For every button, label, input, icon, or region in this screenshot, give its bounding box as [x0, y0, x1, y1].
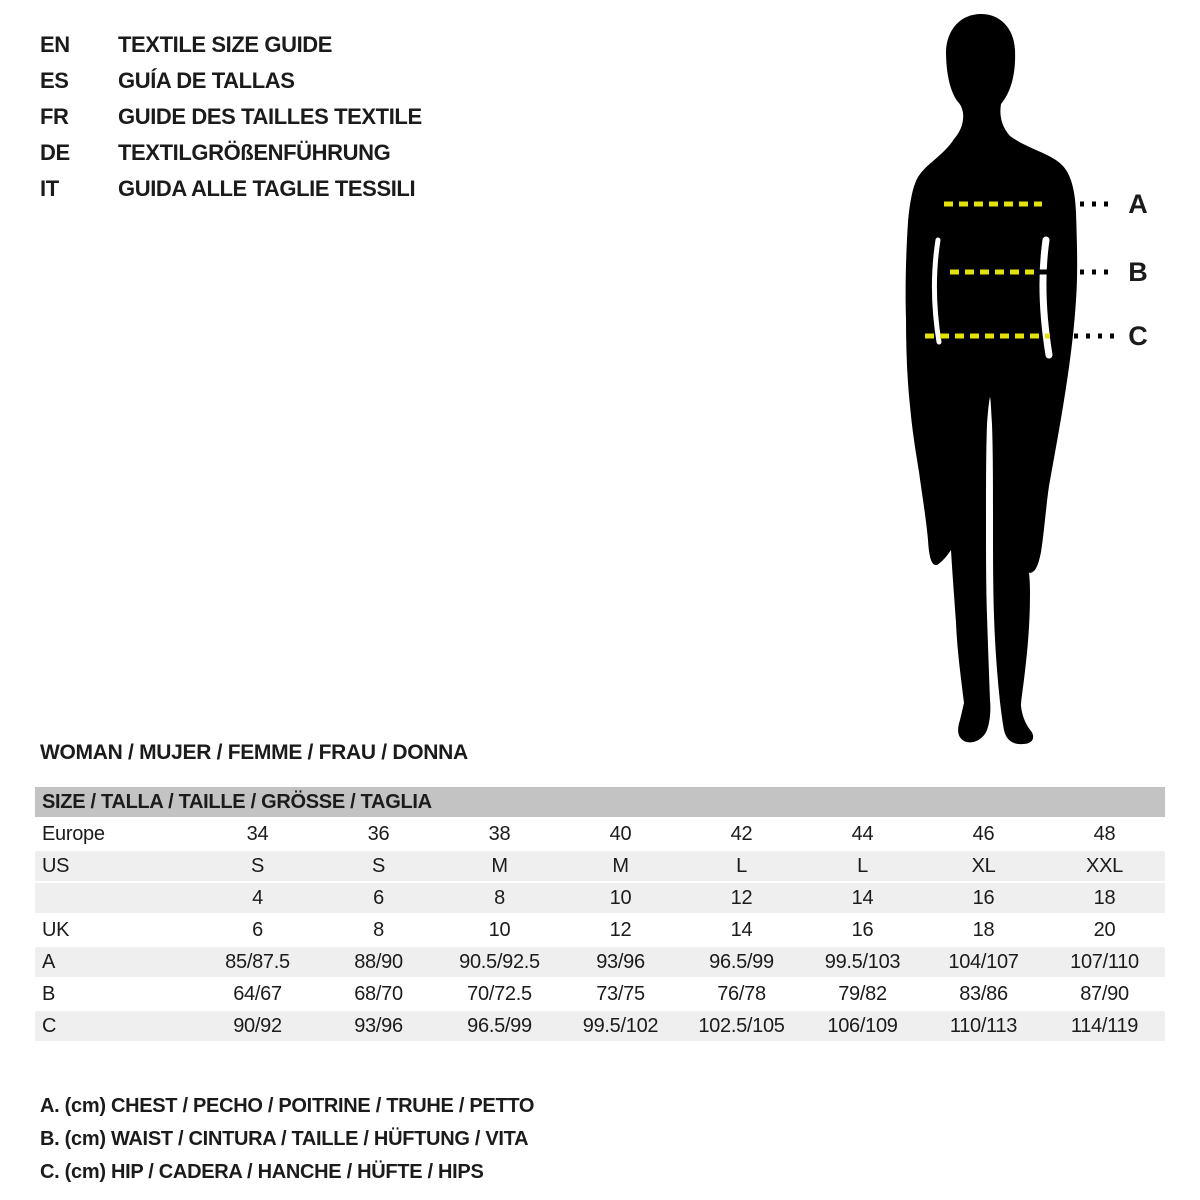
table-cell: 83/86 — [959, 982, 1008, 1005]
table-cell: 96.5/99 — [709, 950, 774, 973]
table-cell: 46 — [972, 822, 995, 845]
table-cell: M — [612, 854, 629, 877]
row-label: US — [42, 854, 70, 877]
table-cell: 96.5/99 — [467, 1014, 532, 1037]
table-cell: 20 — [1093, 918, 1116, 941]
size-table — [35, 787, 1165, 1043]
table-cell: S — [250, 854, 265, 877]
woman-silhouette — [906, 14, 1078, 744]
table-cell: 44 — [851, 822, 874, 845]
row-label: Europe — [42, 822, 105, 845]
table-cell: 106/109 — [827, 1014, 898, 1037]
table-cell: 99.5/102 — [582, 1014, 659, 1037]
table-cell: 10 — [609, 886, 632, 909]
table-cell: M — [491, 854, 508, 877]
table-cell: 18 — [972, 918, 995, 941]
table-cell: L — [857, 854, 868, 877]
guide-title: TEXTILGRÖßENFÜHRUNG — [118, 140, 391, 165]
table-row-uk — [35, 915, 1165, 945]
table-row-waist-b — [35, 979, 1165, 1009]
table-cell: 8 — [373, 918, 384, 941]
lang-code: DE — [40, 140, 70, 165]
table-cell: 40 — [609, 822, 632, 845]
table-cell: 90.5/92.5 — [459, 950, 540, 973]
table-cell: 16 — [851, 918, 874, 941]
marker-label-chest: A — [1128, 189, 1148, 219]
table-header-bar: SIZE / TALLA / TAILLE / GRÖSSE / TAGLIA — [35, 787, 1165, 817]
lang-code: ES — [40, 68, 69, 93]
table-cell: 68/70 — [354, 982, 403, 1005]
table-cell: 36 — [367, 822, 390, 845]
table-cell: 99.5/103 — [824, 950, 901, 973]
table-cell: 64/67 — [233, 982, 282, 1005]
lang-code: EN — [40, 32, 70, 57]
table-cell: 85/87.5 — [225, 950, 290, 973]
title-row-it — [40, 171, 422, 207]
table-cell: L — [736, 854, 747, 877]
table-cell: 114/119 — [1070, 1014, 1139, 1037]
guide-title: GUÍA DE TALLAS — [118, 68, 295, 93]
title-row-fr — [40, 99, 422, 135]
table-cell: 88/90 — [354, 950, 403, 973]
table-cell: 14 — [851, 886, 874, 909]
table-cell: 70/72.5 — [467, 982, 532, 1005]
legend-hip: C. (cm) HIP / CADERA / HANCHE / HÜFTE / HIPS — [40, 1161, 484, 1183]
table-cell: 110/113 — [949, 1014, 1018, 1037]
legend-chest: A. (cm) CHEST / PECHO / POITRINE / TRUHE / PETTO — [40, 1095, 535, 1117]
table-cell: 42 — [730, 822, 753, 845]
table-cell: 76/78 — [717, 982, 766, 1005]
table-cell: 107/110 — [1070, 950, 1139, 973]
title-row-en — [40, 27, 422, 63]
table-cell: 73/75 — [596, 982, 645, 1005]
table-cell: 34 — [246, 822, 269, 845]
table-cell: 8 — [494, 886, 505, 909]
table-cell: 90/92 — [233, 1014, 282, 1037]
guide-title: GUIDE DES TAILLES TEXTILE — [118, 104, 422, 129]
guide-title: TEXTILE SIZE GUIDE — [118, 32, 333, 57]
guide-title: GUIDA ALLE TAGLIE TESSILI — [118, 176, 416, 201]
table-cell: 14 — [730, 918, 753, 941]
table-cell: XL — [971, 854, 996, 877]
table-cell: 12 — [730, 886, 753, 909]
table-cell: 10 — [488, 918, 511, 941]
table-cell: 18 — [1093, 886, 1116, 909]
table-cell: 102.5/105 — [698, 1014, 785, 1037]
table-cell: 104/107 — [948, 950, 1019, 973]
table-row-us-numeric — [35, 883, 1165, 913]
legend-waist: B. (cm) WAIST / CINTURA / TAILLE / HÜFTUNG / VITA — [40, 1128, 529, 1150]
measurement-legend — [40, 1090, 534, 1189]
table-cell: 48 — [1093, 822, 1116, 845]
table-cell: 87/90 — [1080, 982, 1129, 1005]
table-row-hip-c — [35, 1011, 1165, 1041]
marker-label-hip: C — [1128, 321, 1148, 351]
marker-label-waist: B — [1128, 257, 1148, 287]
woman-silhouette-figure — [880, 0, 1200, 770]
title-row-de — [40, 135, 422, 171]
table-cell: 79/82 — [838, 982, 887, 1005]
table-cell: XXL — [1086, 854, 1123, 877]
table-cell: 93/96 — [596, 950, 645, 973]
table-cell: 6 — [373, 886, 384, 909]
table-cell: 4 — [252, 886, 263, 909]
table-cell: 12 — [609, 918, 632, 941]
table-cell: 16 — [972, 886, 995, 909]
row-label: C — [42, 1014, 57, 1037]
table-cell: S — [371, 854, 386, 877]
table-row-chest-a — [35, 947, 1165, 977]
lang-code: FR — [40, 104, 69, 129]
table-cell: 6 — [252, 918, 263, 941]
table-cell: 38 — [488, 822, 511, 845]
section-heading-woman: WOMAN / MUJER / FEMME / FRAU / DONNA — [40, 741, 468, 764]
row-label: A — [42, 950, 56, 973]
table-cell: 93/96 — [354, 1014, 403, 1037]
table-row-us — [35, 851, 1165, 881]
language-title-list — [40, 27, 422, 207]
table-row-europe — [35, 819, 1165, 849]
lang-code: IT — [40, 176, 59, 201]
row-label: B — [42, 982, 56, 1005]
row-label: UK — [42, 918, 70, 941]
title-row-es — [40, 63, 422, 99]
